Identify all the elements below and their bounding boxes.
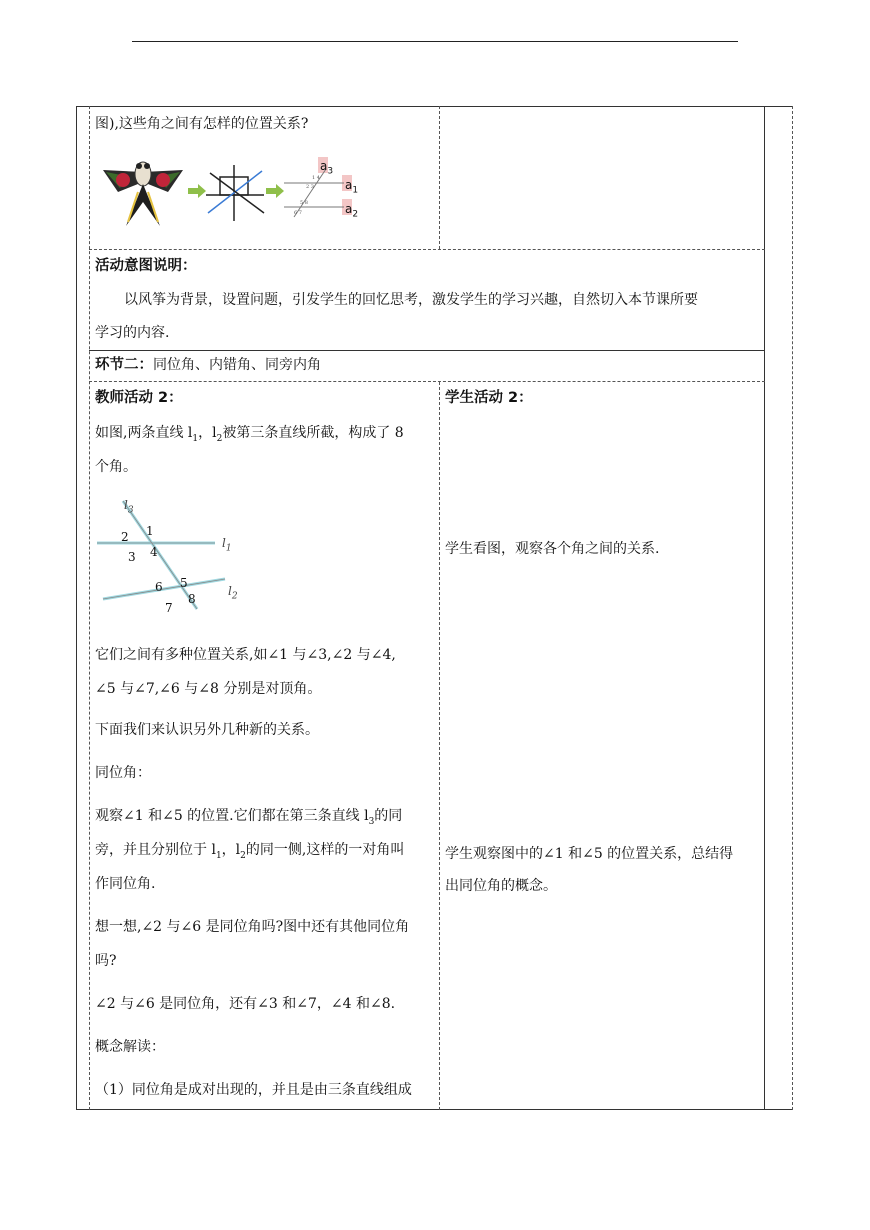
teacher-p9: （1）同位角是成对出现的，并且是由三条直线组成	[95, 1082, 412, 1098]
teacher-p1-line1: 如图,两条直线 $l_1$，$l_2$被第三条直线所截，构成了 8	[95, 425, 404, 444]
angle-label-5: 5	[180, 576, 188, 590]
svg-text:5 8: 5 8	[300, 200, 308, 206]
angle-label-7: 7	[165, 601, 173, 615]
col-divider-main	[439, 382, 440, 1110]
row-divider-1	[89, 249, 765, 250]
label-l1: $l_1$	[222, 536, 232, 554]
student-s2-line2: 出同位角的概念。	[445, 878, 557, 894]
teacher-p2-line2: ∠5 与∠7,∠6 与∠8 分别是对顶角。	[95, 681, 322, 697]
table-inner-left-border	[89, 106, 90, 1110]
student-activity-heading: 学生活动 2：	[445, 390, 533, 406]
row-divider-2	[89, 350, 765, 351]
teacher-p6-line2: 吗?	[95, 953, 117, 969]
angle-label-1: 1	[146, 524, 154, 538]
angle-label-6: 6	[155, 580, 163, 594]
svg-text:2 3: 2 3	[306, 184, 314, 190]
teacher-p6-line1: 想一想,∠2 与∠6 是同位角吗?图中还有其他同位角	[95, 919, 410, 935]
angle-label-8: 8	[188, 592, 196, 606]
label-a3: $a_3$	[320, 159, 334, 177]
continued-question: 图),这些角之间有怎样的位置关系?	[95, 116, 309, 132]
table-outer-right-border	[792, 106, 793, 1110]
teacher-p7: ∠2 与∠6 是同位角，还有∠3 和∠7，∠4 和∠8.	[95, 996, 396, 1012]
angle-label-4: 4	[150, 545, 158, 559]
teacher-p3: 下面我们来认识另外几种新的关系。	[95, 722, 319, 738]
intent-text-line1: 以风筝为背景，设置问题，引发学生的回忆思考，激发学生的学习兴趣，自然切入本节课所要	[124, 292, 698, 308]
teacher-activity-heading: 教师活动 2：	[95, 390, 183, 406]
kite-image	[98, 152, 188, 232]
header-rule	[132, 41, 738, 42]
teacher-p2-line1: 它们之间有多种位置关系,如∠1 与∠3,∠2 与∠4,	[95, 647, 396, 663]
svg-text:1 4: 1 4	[312, 175, 320, 181]
intent-text-line2: 学习的内容.	[95, 325, 170, 341]
eight-angles-figure	[95, 495, 245, 617]
label-l2: $l_2$	[228, 584, 238, 602]
table-right-border	[764, 106, 765, 1110]
svg-text:6 7: 6 7	[294, 210, 302, 216]
intent-heading: 活动意图说明：	[95, 258, 197, 274]
teacher-p4: 同位角：	[95, 765, 151, 781]
student-s1: 学生看图，观察各个角之间的关系.	[445, 541, 660, 557]
section2-title	[95, 355, 321, 375]
label-a1: $a_1$	[345, 178, 359, 196]
label-a2: $a_2$	[345, 202, 359, 220]
row-divider-3	[89, 381, 765, 382]
kite-sketch-image	[204, 165, 268, 221]
teacher-p5-line1: 观察∠1 和∠5 的位置.它们都在第三条直线 $l_3$的同	[95, 808, 403, 827]
angle-label-2: 2	[121, 530, 129, 544]
teacher-p1-line2: 个角。	[95, 459, 137, 475]
teacher-p5-line3: 作同位角.	[95, 876, 156, 892]
label-l3: $l_3$	[124, 498, 134, 516]
angle-label-3: 3	[128, 550, 136, 564]
section2-topic: 同位角、内错角、同旁内角	[153, 357, 321, 373]
teacher-p5-line2: 旁，并且分别位于 $l_1$，$l_2$的同一侧,这样的一对角叫	[95, 842, 405, 861]
section2-label: 环节二：	[95, 357, 153, 373]
student-s2-line1: 学生观察图中的∠1 和∠5 的位置关系，总结得	[445, 846, 734, 862]
teacher-p8: 概念解读：	[95, 1039, 165, 1055]
col-divider-top	[439, 106, 440, 249]
